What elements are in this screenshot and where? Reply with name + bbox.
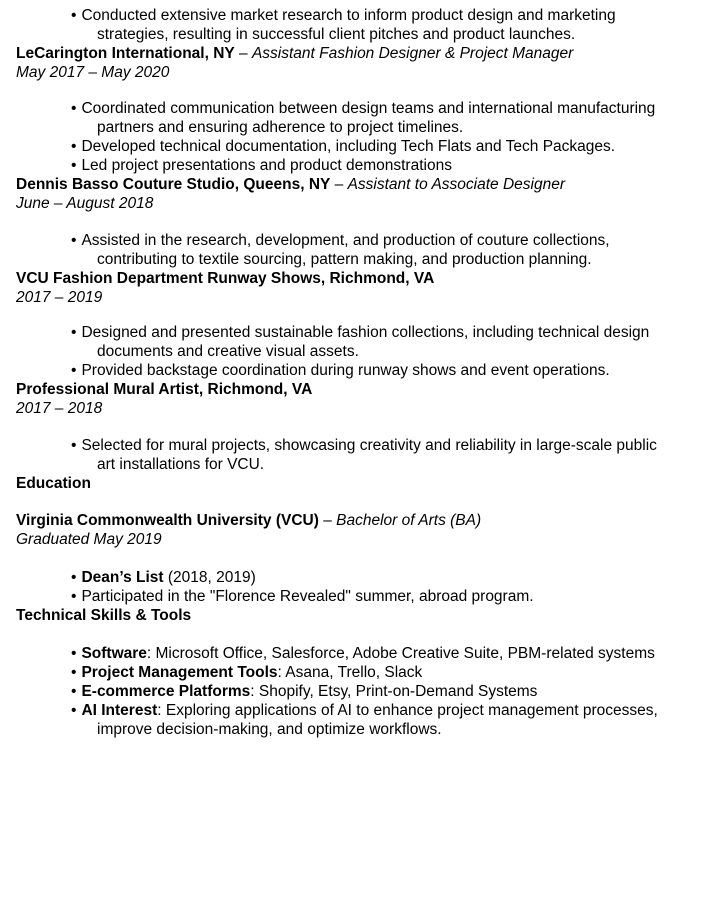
bullet-item (16, 568, 678, 587)
bullet-rest: : Shopify, Etsy, Print-on-Demand Systems (250, 683, 538, 700)
bullet-item: • Coordinated communication between design teams and international manufacturing partners and ensuring adherence to project timelines. (16, 99, 678, 137)
job-dates: 2017 – 2018 (16, 400, 103, 417)
job-title: Assistant to Associate Designer (347, 176, 565, 193)
job-header (16, 380, 678, 418)
bullet-item (16, 644, 678, 663)
job-company-line (16, 380, 678, 399)
bullet-item: • Designed and presented sustainable fashion collections, including technical design documents and creative visual assets. (16, 323, 678, 361)
section-heading-education: Education (16, 475, 91, 492)
bullet-list (16, 99, 678, 175)
education-degree: Bachelor of Arts (BA) (336, 512, 482, 529)
education-dates: Graduated May 2019 (16, 531, 162, 548)
bullet-rest: : Asana, Trello, Slack (277, 664, 423, 681)
bullet-item: • Led project presentations and product demonstrations (16, 156, 678, 175)
bullet-lead: Dean’s List (81, 569, 164, 586)
bullet-lead: Project Management Tools (81, 664, 278, 681)
bullet-lead: E-commerce Platforms (81, 683, 251, 700)
bullet-lead: Software (81, 645, 147, 662)
bullet-list (16, 568, 678, 606)
bullet-item (16, 701, 678, 739)
job-company: Dennis Basso Couture Studio, Queens, NY (16, 176, 331, 193)
section-heading-skills: Technical Skills & Tools (16, 607, 192, 624)
bullet-item (16, 587, 678, 606)
bullet-item: • Conducted extensive market research to inform product design and marketing strategies, resulting in successful client pitches and product launches. (16, 6, 678, 44)
job-header (16, 44, 678, 82)
job-dates: May 2017 – May 2020 (16, 64, 170, 81)
job-dates: 2017 – 2019 (16, 289, 103, 306)
job-separator: – (330, 176, 348, 193)
bullet-rest: : Microsoft Office, Salesforce, Adobe Creative Suite, PBM-related systems (146, 645, 655, 662)
job-company-line (16, 175, 678, 194)
bullet-list (16, 644, 678, 739)
education-school-line (16, 511, 678, 530)
bullet-rest: Participated in the "Florence Revealed" summer, abroad program. (81, 588, 534, 605)
bullet-list (16, 436, 678, 474)
bullet-item: • Selected for mural projects, showcasing creativity and reliability in large-scale public art installations for VCU. (16, 436, 678, 474)
job-company-line (16, 44, 678, 63)
bullet-item (16, 682, 678, 701)
bullet-list (16, 6, 678, 44)
bullet-lead: AI Interest (81, 702, 158, 719)
bullet-item: • Developed technical documentation, including Tech Flats and Tech Packages. (16, 137, 678, 156)
education-school: Virginia Commonwealth University (VCU) (16, 512, 319, 529)
bullet-list (16, 231, 678, 269)
bullet-rest: : Exploring applications of AI to enhance project management processes, improve decision-making, and optimize workflows. (97, 702, 658, 738)
bullet-item (16, 663, 678, 682)
job-company: LeCarington International, NY (16, 45, 235, 62)
bullet-item: • Assisted in the research, development, and production of couture collections, contributing to textile sourcing, pattern making, and production planning. (16, 231, 678, 269)
job-title: Assistant Fashion Designer & Project Manager (251, 45, 574, 62)
education-header (16, 511, 678, 549)
job-company-line (16, 269, 678, 288)
job-dates: June – August 2018 (16, 195, 154, 212)
bullet-rest: (2018, 2019) (163, 569, 256, 586)
job-separator: – (234, 45, 252, 62)
job-company: Professional Mural Artist, Richmond, VA (16, 381, 313, 398)
job-header (16, 269, 678, 307)
job-header (16, 175, 678, 213)
bullet-list (16, 323, 678, 380)
education-separator: – (318, 512, 337, 529)
job-company: VCU Fashion Department Runway Shows, Richmond, VA (16, 270, 435, 287)
bullet-item: • Provided backstage coordination during runway shows and event operations. (16, 361, 678, 380)
